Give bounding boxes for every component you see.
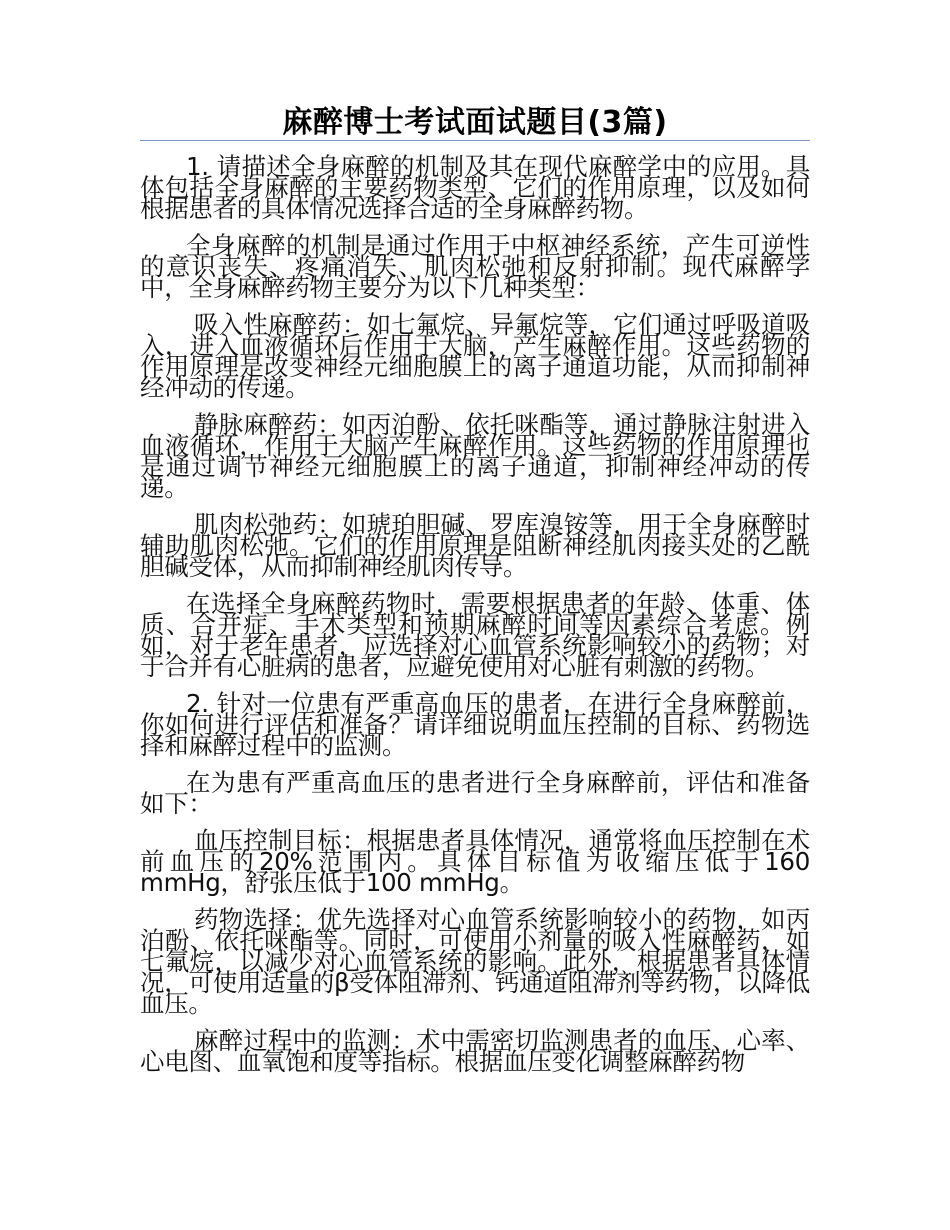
- medication-selection-paragraph: 药物选择：优先选择对心血管系统影响较小的药物，如丙泊酚、依托咪酯等。同时，可使用小剂量的吸入性麻醉药，如七氟烷，以减少对心血管系统的影响。此外，根据患者具体情况，可使用适量的β受体阻滞剂、钙通道阻滞剂等药物，以降低血压。: [140, 905, 810, 1018]
- muscle-relaxants-paragraph: 肌肉松弛药：如琥珀胆碱、罗库溴铵等，用于全身麻醉时辅助肌肉松弛。它们的作用原理是阻断神经肌肉接头处的乙酰胆碱受体，从而抑制神经肌肉传导。: [140, 510, 810, 581]
- document-body: [140, 152, 810, 1088]
- drug-selection-paragraph: 在选择全身麻醉药物时，需要根据患者的年龄、体重、体质、合并症、手术类型和预期麻醉时间等因素综合考虑。例如，对于老年患者，应选择对心血管系统影响较小的药物；对于合并有心脏病的患者，应避免使用对心脏有刺激的药物。: [140, 589, 810, 681]
- question-1-paragraph: 1. 请描述全身麻醉的机制及其在现代麻醉学中的应用。具体包括全身麻醉的主要药物类型、它们的作用原理，以及如何根据患者的具体情况选择合适的全身麻醉药物。: [140, 152, 810, 223]
- answer-1-intro-paragraph: 全身麻醉的机制是通过作用于中枢神经系统，产生可逆性的意识丧失、疼痛消失、肌肉松弛和反射抑制。现代麻醉学中，全身麻醉药物主要分为以下几种类型：: [140, 231, 810, 302]
- document-title: 麻醉博士考试面试题目(3篇): [282, 105, 668, 140]
- question-2-paragraph: 2. 针对一位患有严重高血压的患者，在进行全身麻醉前，你如何进行评估和准备？请详细说明血压控制的目标、药物选择和麻醉过程中的监测。: [140, 689, 810, 760]
- inhalation-anesthetics-paragraph: 吸入性麻醉药：如七氟烷、异氟烷等，它们通过呼吸道吸入，进入血液循环后作用于大脑，产生麻醉作用。这些药物的作用原理是改变神经元细胞膜上的离子通道功能，从而抑制神经冲动的传递。: [140, 310, 810, 402]
- answer-2-intro-paragraph: 在为患有严重高血压的患者进行全身麻醉前，评估和准备如下：: [140, 768, 810, 818]
- bp-control-target-paragraph: 血压控制目标：根据患者具体情况，通常将血压控制在术前血压的20%范围内。具体目标值为收缩压低于160 mmHg，舒张压低于100 mmHg。: [140, 826, 810, 897]
- intraoperative-monitoring-paragraph: 麻醉过程中的监测：术中需密切监测患者的血压、心率、心电图、血氧饱和度等指标。根据血压变化调整麻醉药物: [140, 1026, 810, 1076]
- intravenous-anesthetics-paragraph: 静脉麻醉药：如丙泊酚、依托咪酯等，通过静脉注射进入血液循环，作用于大脑产生麻醉作用。这些药物的作用原理也是通过调节神经元细胞膜上的离子通道，抑制神经冲动的传递。: [140, 410, 810, 502]
- title-underline: [140, 140, 810, 141]
